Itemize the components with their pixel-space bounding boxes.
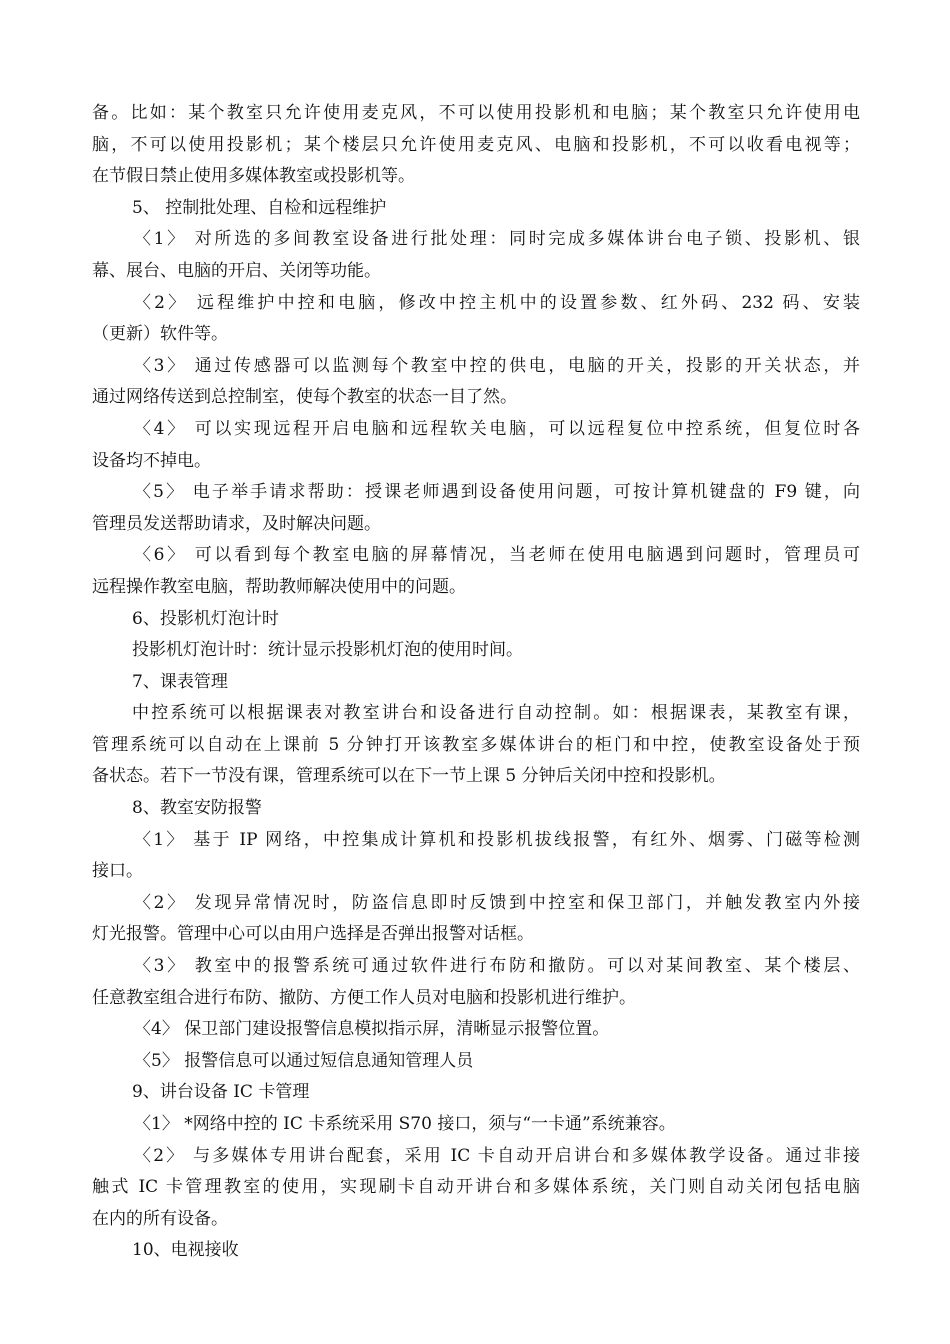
document-body <box>92 98 860 1267</box>
text-line: 〈4〉 可以实现远程开启电脑和远程软关电脑，可以远程复位中控系统，但复位时各 <box>134 418 860 439</box>
text-line: 〈1〉 *网络中控的 IC 卡系统采用 S70 接口，须与“一卡通”系统兼容。 <box>134 1114 676 1134</box>
text-line: 投影机灯泡计时：统计显示投影机灯泡的使用时间。 <box>132 640 523 661</box>
text-line: 〈4〉 保卫部门建设报警信息模拟指示屏，清晰显示报警位置。 <box>134 1019 610 1040</box>
text-line: 脑，不可以使用投影机；某个楼层只允许使用麦克风、电脑和投影机，不可以收看电视等； <box>92 134 860 155</box>
text-line: 在内的所有设备。 <box>92 1208 228 1229</box>
text-line: 〈2〉 远程维护中控和电脑，修改中控主机中的设置参数、红外码、232 码、安装 <box>134 292 860 313</box>
text-line: 〈5〉 电子举手请求帮助：授课老师遇到设备使用问题，可按计算机键盘的 F9 键，向 <box>134 482 860 503</box>
text-line: 管理系统可以自动在上课前 5 分钟打开该教室多媒体讲台的柜门和中控，使教室设备处于预 <box>92 734 860 755</box>
text-line: 6、投影机灯泡计时 <box>132 608 279 629</box>
text-line: 〈1〉 对所选的多间教室设备进行批处理：同时完成多媒体讲台电子锁、投影机、银 <box>134 229 860 250</box>
text-line: 〈5〉 报警信息可以通过短信息通知管理人员 <box>134 1050 474 1071</box>
text-line: 备。比如：某个教室只允许使用麦克风，不可以使用投影机和电脑；某个教室只允许使用电 <box>92 103 860 123</box>
text-line: 触式 IC 卡管理教室的使用，实现刷卡自动开讲台和多媒体系统，关门则自动关闭包括电脑 <box>92 1177 860 1198</box>
text-line: 任意教室组合进行布防、撤防、方便工作人员对电脑和投影机进行维护。 <box>92 987 636 1008</box>
text-line: 9、讲台设备 IC 卡管理 <box>132 1082 310 1103</box>
text-line: 备状态。若下一节没有课，管理系统可以在下一节上课 5 分钟后关闭中控和投影机。 <box>92 766 726 787</box>
text-line: 7、课表管理 <box>132 671 228 692</box>
text-line: 10、电视接收 <box>132 1240 239 1261</box>
text-line: 灯光报警。管理中心可以由用户选择是否弹出报警对话框。 <box>92 924 534 945</box>
text-line: 管理员发送帮助请求，及时解决问题。 <box>92 513 381 534</box>
text-line: 〈3〉 教室中的报警系统可通过软件进行布防和撤防。可以对某间教室、某个楼层、 <box>134 956 860 977</box>
text-line: 〈2〉 与多媒体专用讲台配套，采用 IC 卡自动开启讲台和多媒体教学设备。通过非接 <box>134 1145 860 1166</box>
text-line: 通过网络传送到总控制室，使每个教室的状态一目了然。 <box>92 387 517 408</box>
text-line: 〈2〉 发现异常情况时，防盗信息即时反馈到中控室和保卫部门，并触发教室内外接 <box>134 892 860 913</box>
text-line: 5、 控制批处理、自检和远程维护 <box>132 197 387 218</box>
text-line: （更新）软件等。 <box>92 324 228 345</box>
text-line: 远程操作教室电脑，帮助教师解决使用中的问题。 <box>92 576 466 597</box>
text-line: 8、教室安防报警 <box>132 798 262 819</box>
text-line: 在节假日禁止使用多媒体教室或投影机等。 <box>92 166 415 187</box>
text-line: 〈6〉 可以看到每个教室电脑的屏幕情况，当老师在使用电脑遇到问题时，管理员可 <box>134 545 860 566</box>
text-line: 接口。 <box>92 861 143 882</box>
text-line: 中控系统可以根据课表对教室讲台和设备进行自动控制。如：根据课表，某教室有课， <box>132 703 860 724</box>
text-line: 〈3〉 通过传感器可以监测每个教室中控的供电，电脑的开关，投影的开关状态，并 <box>134 355 860 376</box>
text-line: 〈1〉 基于 IP 网络，中控集成计算机和投影机拔线报警，有红外、烟雾、门磁等检测 <box>134 829 860 850</box>
text-line: 幕、展台、电脑的开启、关闭等功能。 <box>92 260 381 281</box>
text-line: 设备均不掉电。 <box>92 450 211 471</box>
